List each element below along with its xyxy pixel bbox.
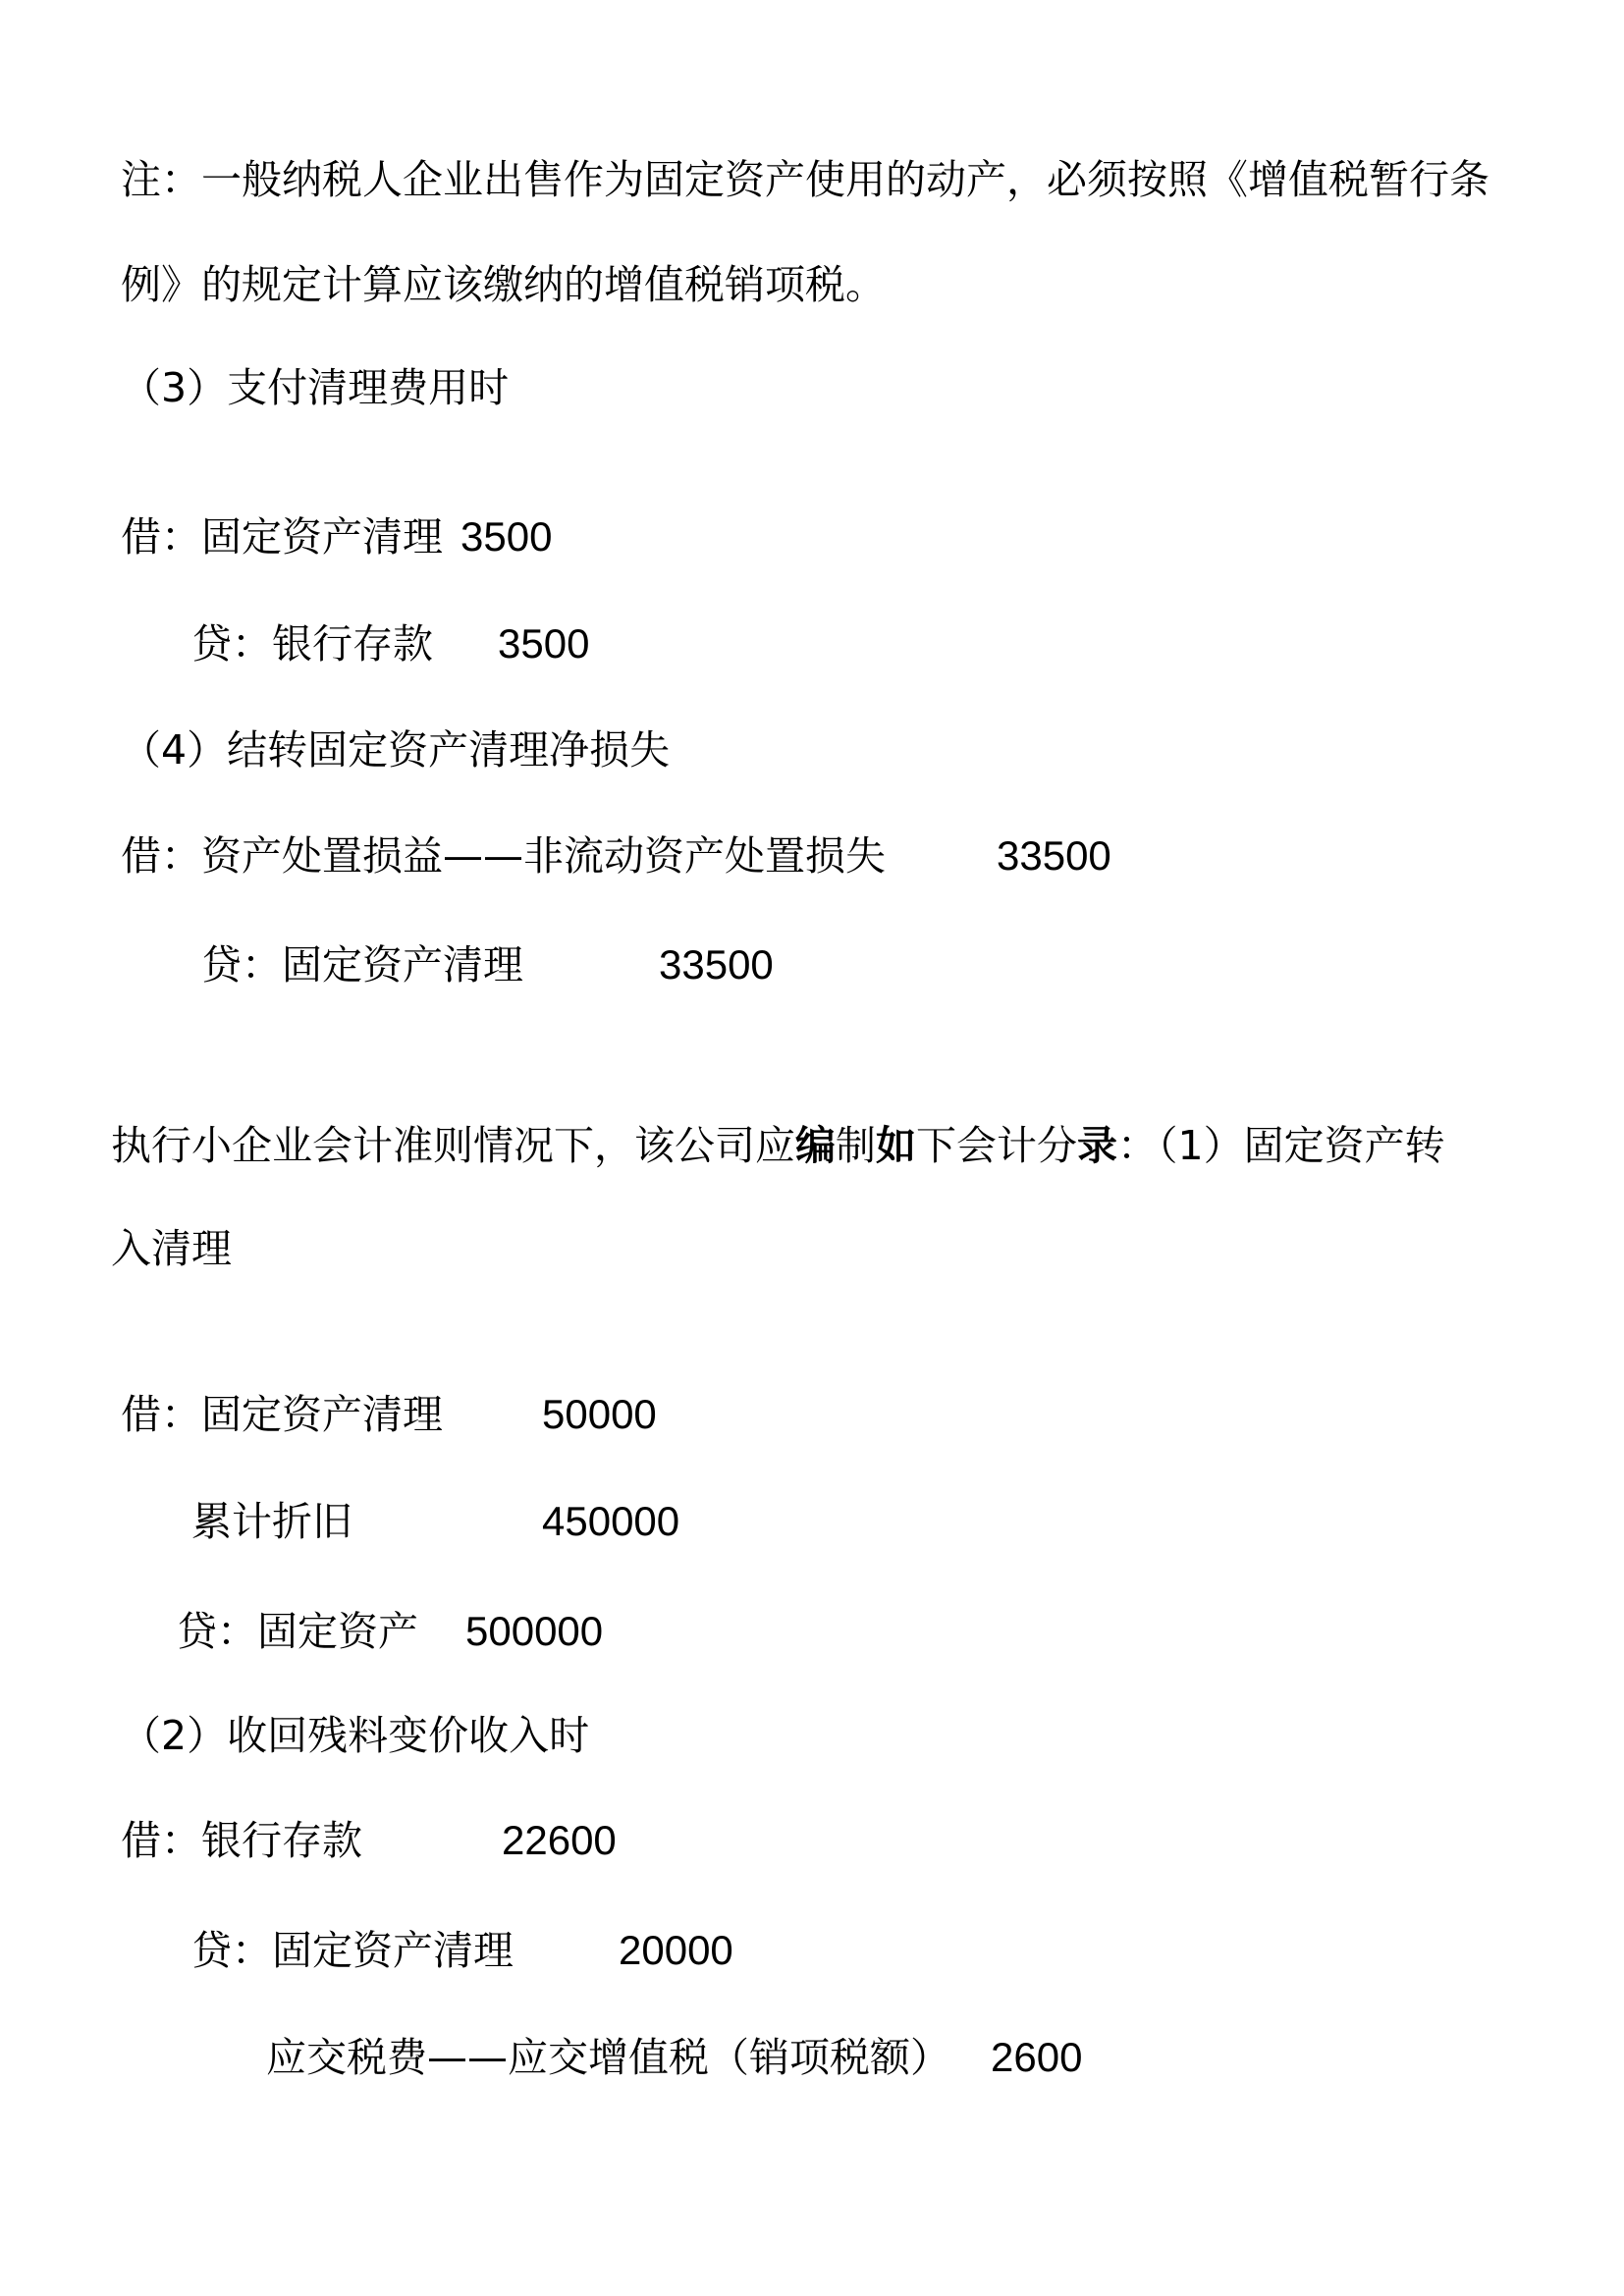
step2-credit1-amount: 20000: [619, 1927, 733, 1973]
step4-credit-amount: 33500: [659, 941, 774, 988]
step2-debit-label: 借：银行存款: [121, 1817, 362, 1864]
entry1-credit-amount: 500000: [465, 1608, 604, 1654]
step4-heading: （4）结转固定资产清理净损失: [121, 726, 671, 774]
step4-debit-amount: 33500: [997, 832, 1111, 879]
intro-segment-bold: 编: [795, 1122, 836, 1169]
intro-segment: 执行小企业会计准则情况下，该公司应: [111, 1122, 795, 1169]
intro-segment-bold: 如: [876, 1122, 916, 1169]
step2-heading: （2）收回残料变价收入时: [121, 1712, 590, 1759]
entry1-debit1-amount: 50000: [542, 1391, 657, 1437]
step3-debit-label: 借：固定资产清理: [121, 513, 443, 561]
intro-segment: ：（1）固定资产转: [1117, 1122, 1445, 1169]
step3-credit-amount: 3500: [498, 620, 590, 667]
step3-credit-label: 贷：银行存款: [191, 620, 433, 667]
step2-debit-amount: 22600: [502, 1817, 617, 1863]
small-enterprise-intro-line-1: [111, 1118, 1445, 1173]
step3-debit-amount: 3500: [460, 513, 553, 560]
intro-segment-bold: 录: [1077, 1122, 1117, 1169]
note-line-2: 例》的规定计算应该缴纳的增值税销项税。: [121, 261, 886, 308]
entry1-debit2-amount: 450000: [542, 1498, 680, 1544]
step4-debit-label: 借：资产处置损益——非流动资产处置损失: [121, 832, 886, 880]
entry1-debit2-label: 累计折旧: [191, 1498, 352, 1545]
entry1-credit-label: 贷：固定资产: [177, 1608, 418, 1655]
step3-heading: （3）支付清理费用时: [121, 364, 510, 411]
note-line-1: 注：一般纳税人企业出售作为固定资产使用的动产，必须按照《增值税暂行条: [121, 156, 1489, 203]
step4-credit-label: 贷：固定资产清理: [201, 941, 523, 988]
entry1-debit1-label: 借：固定资产清理: [121, 1391, 443, 1438]
small-enterprise-intro-line-2: 入清理: [111, 1225, 232, 1272]
step2-credit2-label: 应交税费——应交增值税（销项税额）: [266, 2034, 950, 2081]
intro-segment: 下会计分: [916, 1122, 1077, 1169]
step2-credit2-amount: 2600: [991, 2034, 1083, 2080]
intro-segment: 制: [836, 1122, 876, 1169]
step2-credit1-label: 贷：固定资产清理: [191, 1927, 514, 1974]
